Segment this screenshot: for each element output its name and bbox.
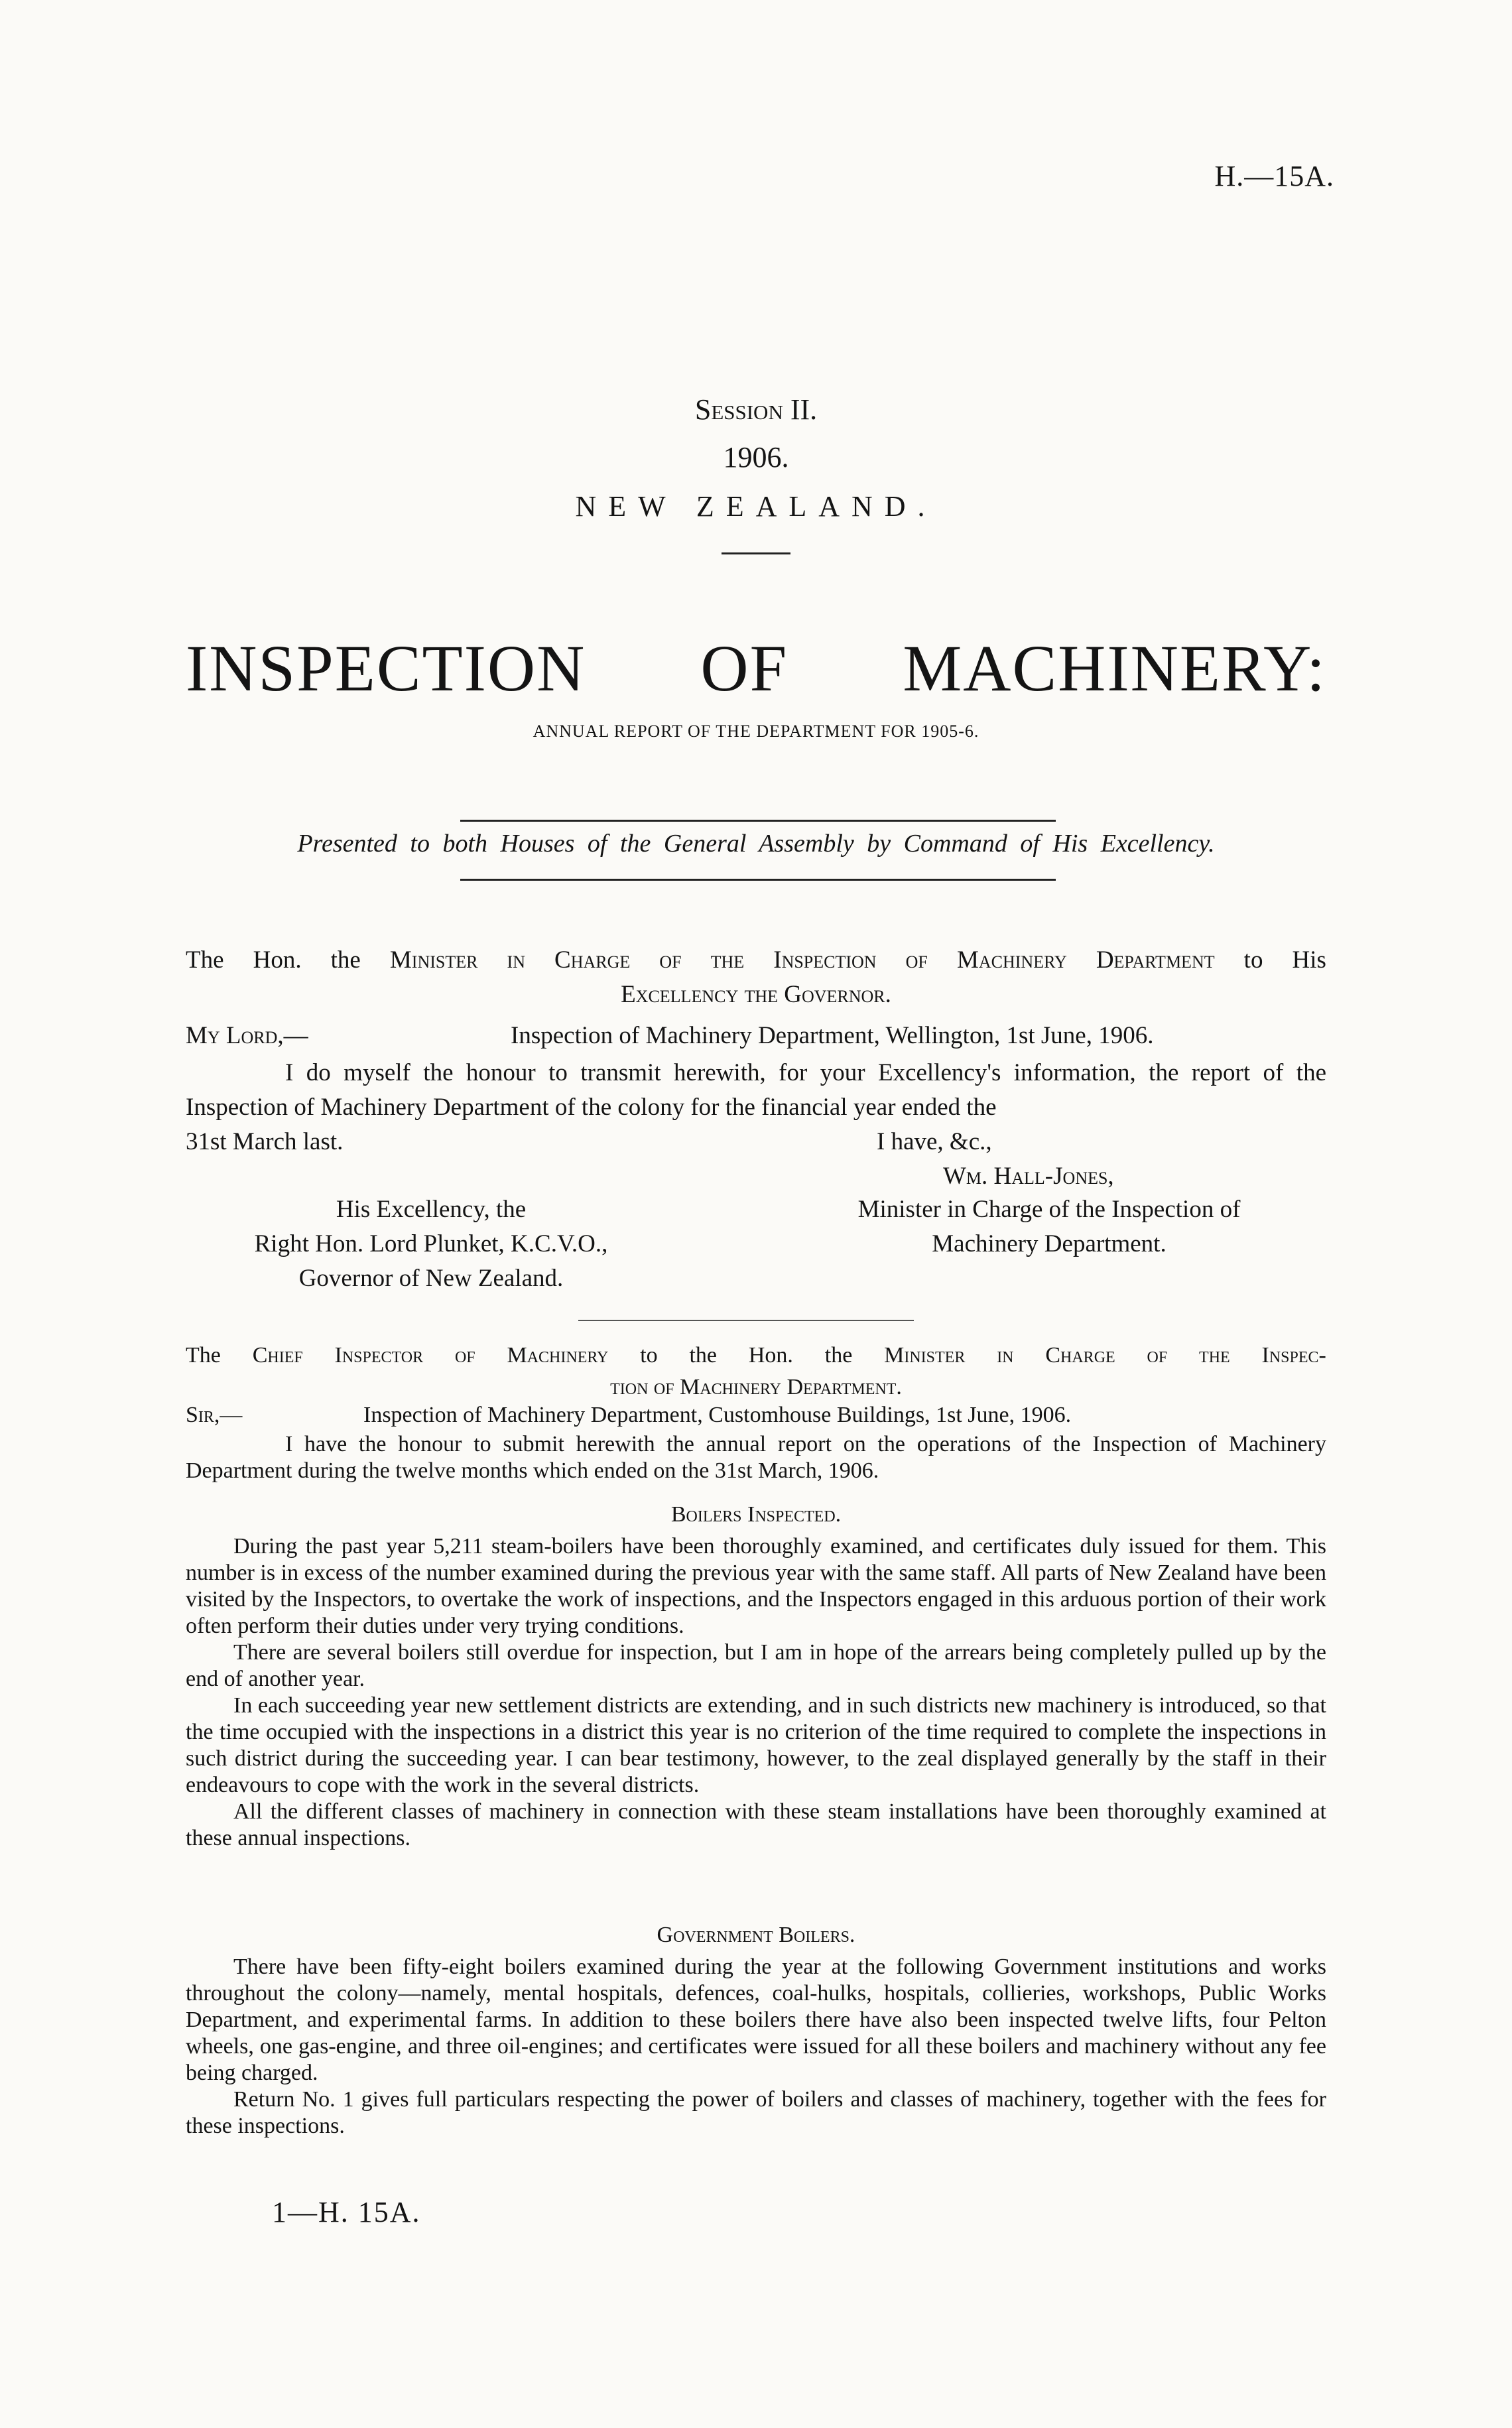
word: The [186, 946, 224, 974]
word: The [186, 1343, 221, 1368]
word: Department [1096, 946, 1215, 974]
word: of [1147, 1343, 1168, 1368]
word: the [710, 946, 745, 974]
letter1-signer-title [777, 1192, 1321, 1261]
signer-title-line: Minister in Charge of the Inspection of [857, 1196, 1241, 1223]
letter1-body: I do myself the honour to transmit herewith, for your Excellency's information, the report of the Inspection of Machinery Department of the colony for the financial year ended the [186, 1059, 1326, 1121]
recipient-line: Right Hon. Lord Plunket, K.C.V.O., [254, 1230, 608, 1257]
letter1-salutation: My Lord,— [186, 1022, 308, 1049]
section-boilers-inspected [186, 1533, 1326, 1852]
title-word: MACHINERY: [903, 631, 1326, 705]
word: His [1292, 946, 1326, 974]
word: Chief [252, 1343, 303, 1368]
word: of [905, 946, 928, 974]
letter2-address-line1 [186, 1342, 1326, 1369]
word: in [507, 946, 525, 974]
paragraph: There have been fifty-eight boilers examined during the year at the following Government institutions and works throughout the colony—namely, mental hospitals, defences, coal-hulks, hospitals, collieries, workshops, Public Works Department, and experimental farms. In addition to these boilers there have also been inspected twelve lifts, four Pelton wheels, one gas-engine, and three oil-engines; and certificates were issued for all these boilers and machinery without any fee being charged. [186, 1954, 1326, 2085]
recipient-line: Governor of New Zealand. [298, 1265, 564, 1292]
word: Charge [554, 946, 631, 974]
letter1-recipient [225, 1192, 637, 1296]
section-government-boilers [186, 1954, 1326, 2140]
report-subtitle: ANNUAL REPORT OF THE DEPARTMENT FOR 1905-6. [533, 722, 979, 741]
letter1-address-line2: Excellency the Governor. [621, 981, 891, 1008]
paragraph: All the different classes of machinery in connection with these steam installations have been thoroughly examined at these annual inspections. [186, 1799, 1326, 1850]
letter2-salutation: Sir,— [186, 1403, 243, 1427]
word: Machinery [956, 946, 1067, 974]
paragraph: In each succeeding year new settlement districts are extending, and in such districts new machinery is introduced, so that the time occupied with the inspections in a district this year is no criterion of the time required to complete the inspections in such district during the succeeding year. I can bear testimony, however, to the zeal displayed generally by the staff in their endeavours to cope with the work in the several districts. [186, 1693, 1326, 1797]
letter1-address-line1 [186, 943, 1326, 978]
letter1-place-date: Inspection of Machinery Department, Wellington, 1st June, 1906. [511, 1022, 1154, 1049]
section-heading-government-boilers: Government Boilers. [657, 1923, 855, 1947]
recipient-line: His Excellency, the [336, 1196, 527, 1223]
divider [722, 552, 790, 554]
word: the [330, 946, 361, 974]
divider [578, 1320, 914, 1321]
word: the [824, 1343, 853, 1368]
section-heading-boilers-inspected: Boilers Inspected. [670, 1502, 842, 1527]
paragraph: Return No. 1 gives full particulars respecting the power of boilers and classes of machinery, together with the fees for these inspections. [186, 2087, 1326, 2138]
word: Minister [389, 946, 478, 974]
divider [460, 820, 1056, 822]
word: Machinery [507, 1343, 609, 1368]
word: Inspec- [1261, 1343, 1326, 1368]
letter2-intro [186, 1431, 1326, 1484]
word: Charge [1045, 1343, 1115, 1368]
letter1-closing: I have, &c., [877, 1128, 992, 1155]
word: to [640, 1343, 658, 1368]
year-label: 1906. [723, 441, 789, 474]
signer-title-line: Machinery Department. [932, 1230, 1166, 1257]
letter1-body-end: 31st March last. [186, 1128, 344, 1155]
presentation-note: Presented to both Houses of the General Assembly by Command of His Excellency. [297, 830, 1215, 858]
letter2-place-date: Inspection of Machinery Department, Customhouse Buildings, 1st June, 1906. [363, 1403, 1072, 1427]
signature-mark: 1—H. 15A. [272, 2196, 421, 2228]
title-word: OF [700, 631, 788, 705]
word: Minister [884, 1343, 966, 1368]
word: Hon. [748, 1343, 793, 1368]
word: the [1199, 1343, 1230, 1368]
paragraph: I have the honour to submit herewith the annual report on the operations of the Inspection of Machinery Department during the twelve months which ended on the 31st March, 1906. [186, 1432, 1326, 1483]
word: in [997, 1343, 1014, 1368]
country-label: NEW ZEALAND. [575, 490, 937, 523]
word: the [689, 1343, 718, 1368]
divider [460, 879, 1056, 881]
letter2-address-line2: tion of Machinery Department. [610, 1375, 902, 1399]
word: of [659, 946, 682, 974]
paragraph: There are several boilers still overdue for inspection, but I am in hope of the arrears being completely pulled up by the end of another year. [186, 1640, 1326, 1691]
paragraph: During the past year 5,211 steam-boilers have been thoroughly examined, and certificates duly issued for them. This number is in excess of the number examined during the previous year with the same staff. All parts of New Zealand have been visited by the Inspectors, to overtake the work of inspections, and the Inspectors engaged in this arduous portion of their work often perform their duties under very trying conditions. [186, 1534, 1326, 1638]
word: to [1243, 946, 1263, 974]
parliamentary-reference: H.—15A. [1214, 160, 1334, 192]
word: of [454, 1343, 475, 1368]
word: Inspection [773, 946, 877, 974]
letter1-signer: Wm. Hall-Jones, [943, 1163, 1114, 1190]
word: Hon. [253, 946, 302, 974]
word: Inspector [334, 1343, 424, 1368]
page-title [186, 629, 1326, 708]
session-label: Session II. [694, 393, 818, 426]
title-word: INSPECTION [186, 631, 586, 705]
